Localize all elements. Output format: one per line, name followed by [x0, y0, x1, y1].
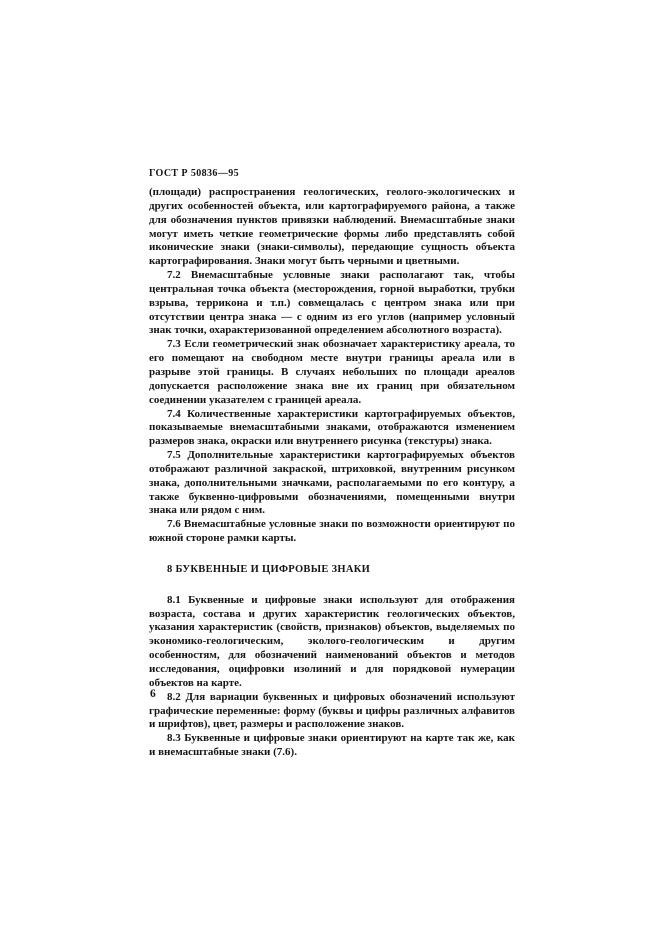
paragraph-7-6: 7.6 Внемасштабные условные знаки по возможности ориентируют по южной стороне рамки карты. [149, 518, 515, 545]
paragraph-7-4: 7.4 Количественные характеристики картографируемых объектов, показываемые внемасштабными знаками, отображаются изменением размеров знака, окраски или внутреннего рисунка (текстуры) знака. [149, 407, 515, 448]
paragraph-7-2: 7.2 Внемасштабные условные знаки располагают так, чтобы центральная точка объекта (месторождения, горной выработки, трубки взрыва, террикона и т.п.) совмещалась с центром знака или при отсутствии центра знака — с одним из его углов (например условный знак точки, охарактеризованной определением абсолютного возраста). [149, 269, 515, 337]
paragraph-7-5: 7.5 Дополнительные характеристики картографируемых объектов отображают различной закраской, штриховкой, внутренним рисунком знака, дополнительными значками, располагаемыми по его контуру, а также буквенно-цифровыми обозначениями, помещенными внутри знака или рядом с ним. [149, 449, 515, 517]
paragraph-continuation: (площади) распространения геологических, геолого-экологических и других особенностей объекта, или картографируемого района, а также для обозначения пунктов привязки наблюдений. Внемасштабные знаки могут иметь четкие геометрические формы либо представлять собой иконические знаки (знаки-символы), передающие сущность объекта картографирования. Знаки могут быть черными и цветными. [149, 186, 515, 268]
section-8-heading: 8 БУКВЕННЫЕ И ЦИФРОВЫЕ ЗНАКИ [167, 563, 371, 575]
paragraph-8-1: 8.1 Буквенные и цифровые знаки используют для отображения возраста, состава и других характеристик геологических объектов, указания характеристик (свойств, признаков) объектов, выделяемых по экономико-геологическим, эколого-геологическим и другим особенностям, для обозначений наименований объектов и методов исследования, оцифровки изолиний и для порядковой нумерации объектов на карте. [149, 593, 515, 689]
page-number: 6 [150, 688, 156, 700]
paragraph-8-2: 8.2 Для вариации буквенных и цифровых обозначений используют графические переменные: форму (буквы и цифры различных алфавитов и шрифтов), цвет, размеры и расположение знаков. [149, 690, 515, 731]
document-body [149, 186, 515, 760]
document-header: ГОСТ Р 50836—95 [149, 168, 240, 179]
paragraph-8-3: 8.3 Буквенные и цифровые знаки ориентируют на картe так же, как и внемасштабные знаки (7.6). [149, 732, 515, 759]
paragraph-7-3: 7.3 Если геометрический знак обозначает характеристику ареала, то его помещают на свободном месте внутри границы ареала или в разрыве этой границы. В случаях небольших по площади ареалов допускается расположение знака вне их границ при обязательном соединении указателем с границей ареала. [149, 338, 515, 406]
